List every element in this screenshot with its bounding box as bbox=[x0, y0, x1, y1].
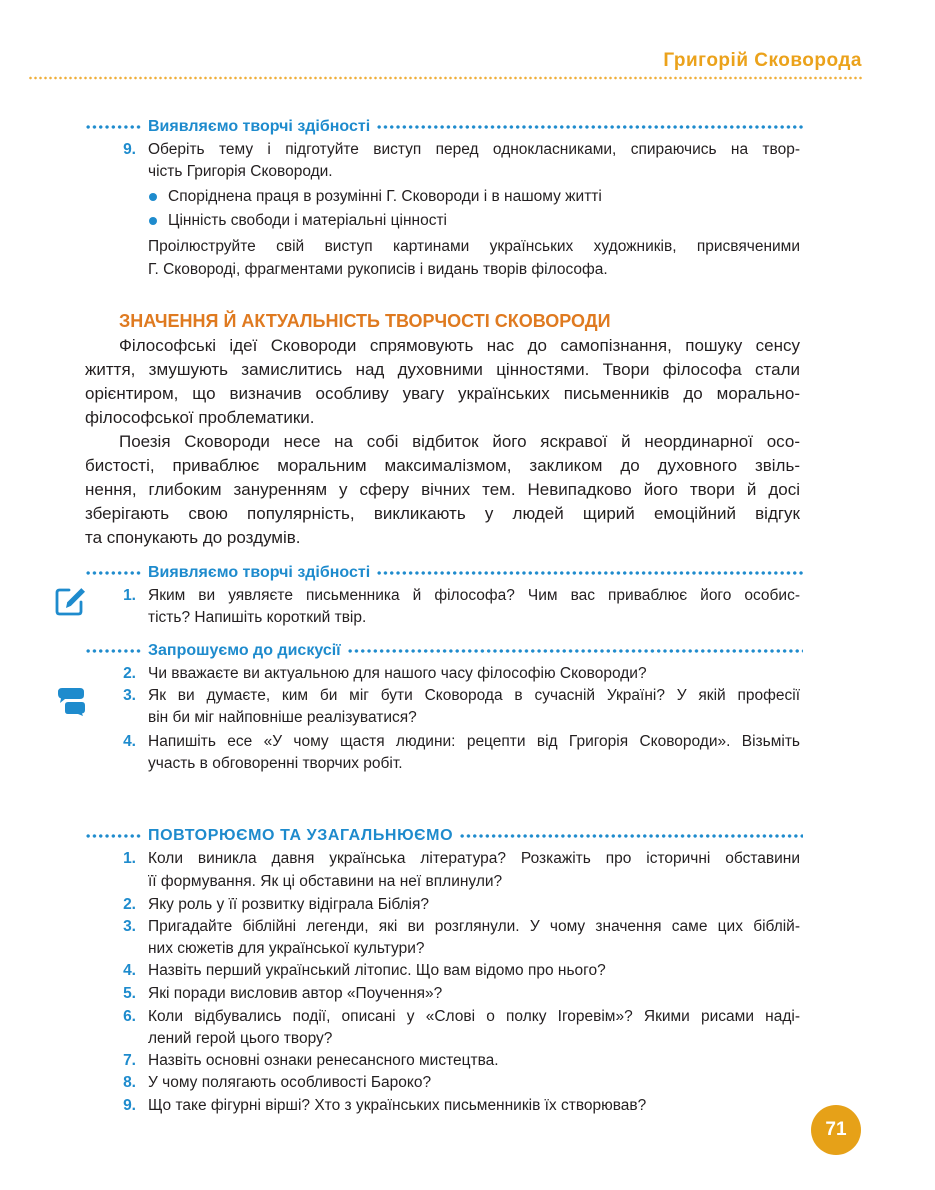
header-dotted-rule bbox=[28, 76, 862, 80]
question-text-line: Оберіть тему і підготуйте виступ перед однокласниками, спираючись на твор- bbox=[148, 141, 800, 158]
question-text-line: Назвіть основні ознаки ренесансного мистецтва. bbox=[148, 1052, 499, 1069]
dotted-rule-left bbox=[85, 641, 143, 661]
question-number: 6. bbox=[123, 1008, 136, 1025]
question-number: 7. bbox=[123, 1052, 136, 1069]
question-text-line: Яким ви уявляєте письменника й філософа? Чим вас приваблює його особис- bbox=[148, 587, 800, 604]
question-number: 9. bbox=[123, 1097, 136, 1114]
question-text-line: лений герой цього твору? bbox=[148, 1030, 333, 1047]
task-note-line: Проілюструйте свій виступ картинами українських художників, присвяченими bbox=[148, 238, 800, 255]
task-note-line: Г. Сковороді, фрагментами рукописів і видань творів філософа. bbox=[148, 261, 608, 278]
bullet-marker bbox=[149, 217, 157, 225]
running-header-title: Григорій Сковорода bbox=[663, 50, 862, 71]
question-text-line: він би міг найповніше реалізуватися? bbox=[148, 709, 417, 726]
question-text-line: участь в обговоренні творчих робіт. bbox=[148, 755, 403, 772]
page-number-badge bbox=[811, 1105, 861, 1155]
question-text-line: У чому полягають особливості Бароко? bbox=[148, 1074, 432, 1091]
question-number: 2. bbox=[123, 896, 136, 913]
section-title: ПОВТОРЮЄМО ТА УЗАГАЛЬНЮЄМО bbox=[148, 827, 454, 844]
bullet-item-text: Споріднена праця в розумінні Г. Сковороди і в нашому житті bbox=[168, 188, 602, 205]
question-text-line: тість? Напишіть короткий твір. bbox=[148, 609, 367, 626]
question-text-line: Як ви думаєте, ким би міг бути Сковорода в сучасній Україні? У якій професії bbox=[148, 687, 800, 704]
bullet-item-text: Цінність свободи і матеріальні цінності bbox=[168, 212, 447, 229]
section-title: Виявляємо творчі здібності bbox=[148, 118, 371, 135]
question-number: 8. bbox=[123, 1074, 136, 1091]
question-text-line: Чи вважаєте ви актуальною для нашого часу філософію Сковороди? bbox=[148, 665, 647, 682]
body-text-line: бистості, приваблює моральним максималізмом, закликом до духовного звіль- bbox=[85, 456, 800, 475]
dotted-rule-left bbox=[85, 826, 143, 846]
question-number: 3. bbox=[123, 918, 136, 935]
page-number: 71 bbox=[825, 1119, 847, 1140]
question-text-line: Коли відбувались події, описані у «Слові о полку Ігоревім»? Якими рисами наді- bbox=[148, 1008, 800, 1025]
section-header-review bbox=[85, 826, 803, 846]
body-text-line: та спонукають до роздумів. bbox=[85, 528, 301, 547]
question-number: 1. bbox=[123, 850, 136, 867]
bullet-marker bbox=[149, 193, 157, 201]
question-number: 5. bbox=[123, 985, 136, 1002]
body-text-line: життя, змушують замислитись над духовними цінностями. Твори філософа стали bbox=[85, 360, 800, 379]
section-title: Виявляємо творчі здібності bbox=[148, 564, 371, 581]
question-text-line: Яку роль у її розвитку відіграла Біблія? bbox=[148, 896, 430, 913]
question-number: 3. bbox=[123, 687, 136, 704]
question-number: 4. bbox=[123, 962, 136, 979]
dotted-rule-left bbox=[85, 117, 143, 137]
question-text-line: Які поради висловив автор «Поучення»? bbox=[148, 985, 443, 1002]
body-text-line: нення, глибоким зануренням у сферу вічних тем. Невипадково його твори й досі bbox=[85, 480, 800, 499]
dotted-rule-right bbox=[459, 826, 803, 846]
body-text-line: зберігають свою популярність, викликають у людей щирий емоційний відгук bbox=[85, 504, 800, 523]
question-text-line: Коли виникла давня українська література? Розкажіть про історичні обставини bbox=[148, 850, 800, 867]
section-header-discussion bbox=[85, 641, 803, 661]
body-text-line: орієнтиром, що визначив особливу увагу українських письменників до морально- bbox=[85, 384, 800, 403]
question-text-line: Напишіть есе «У чому щастя людини: рецепти від Григорія Сковороди». Візьміть bbox=[148, 733, 800, 750]
dotted-rule-left bbox=[85, 563, 143, 583]
question-number: 9. bbox=[123, 141, 136, 158]
question-text-line: Назвіть перший український літопис. Що вам відомо про нього? bbox=[148, 962, 606, 979]
dotted-rule-right bbox=[376, 117, 803, 137]
question-number: 4. bbox=[123, 733, 136, 750]
body-text-line: філософської проблематики. bbox=[85, 408, 315, 427]
question-text-line: Пригадайте біблійні легенди, які ви розглянули. У чому значення саме цих біблій- bbox=[148, 918, 800, 935]
article-heading: ЗНАЧЕННЯ Й АКТУАЛЬНІСТЬ ТВОРЧОСТІ СКОВОРОДИ bbox=[119, 311, 611, 331]
question-text-line: Що таке фігурні вірші? Хто з українських письменників їх створював? bbox=[148, 1097, 647, 1114]
body-text-line: Філософські ідеї Сковороди спрямовують нас до самопізнання, пошуку сенсу bbox=[119, 336, 800, 355]
question-text-line: чість Григорія Сковороди. bbox=[148, 163, 333, 180]
pencil-edit-icon bbox=[54, 584, 86, 616]
question-text-line: них сюжетів для української культури? bbox=[148, 940, 425, 957]
body-text-line: Поезія Сковороди несе на собі відбиток його яскравої й неординарної осо- bbox=[119, 432, 800, 451]
section-title: Запрошуємо до дискусії bbox=[148, 642, 341, 659]
section-header-creative-abilities bbox=[85, 117, 803, 137]
chat-bubbles-icon bbox=[56, 686, 86, 716]
question-number: 2. bbox=[123, 665, 136, 682]
dotted-rule-right bbox=[347, 641, 803, 661]
dotted-rule-right bbox=[376, 563, 803, 583]
section-header-creative-abilities bbox=[85, 563, 803, 583]
question-text-line: її формування. Як ці обставини на неї вплинули? bbox=[148, 873, 503, 890]
question-number: 1. bbox=[123, 587, 136, 604]
